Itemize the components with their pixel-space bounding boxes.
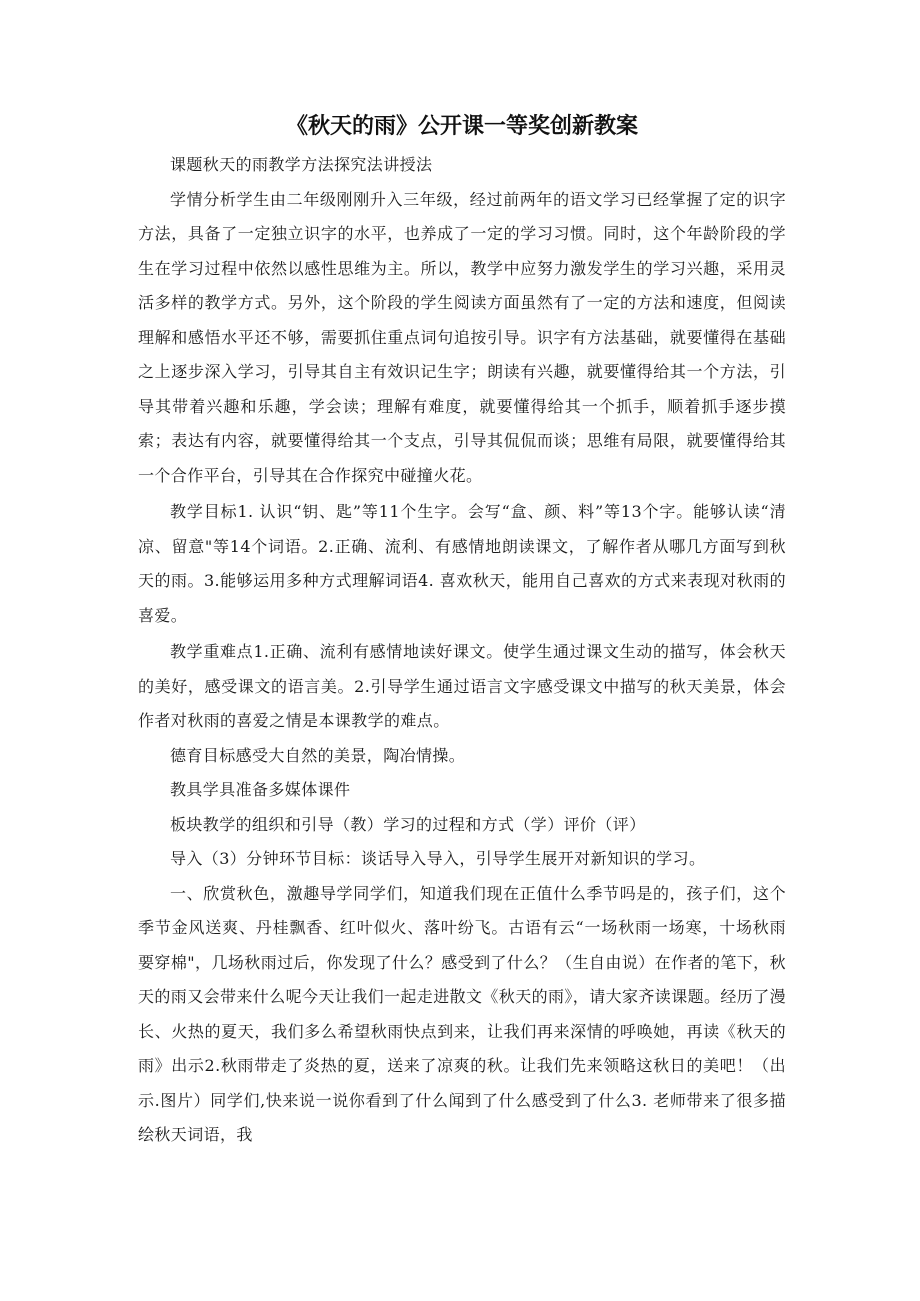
lesson-step-paragraph: 一、欣赏秋色，激趣导学同学们，知道我们现在正值什么季节吗是的，孩子们，这个季节金风送爽、丹桂飘香、红叶似火、落叶纷飞。古语有云“一场秋雨一场寒，十场秋雨要穿棉"，几场秋雨过后，你发现了什么？感受到了什么？（生自由说）在作者的笔下，秋天的雨又会带来什么呢今天让我们一起走进散文《秋天的雨》，请大家齐读课题。经历了漫长、火热的夏天，我们多么希望秋雨快点到来，让我们再来深情的呼唤她，再读《秋天的雨》出示2.秋雨带走了炎热的夏，送来了凉爽的秋。让我们先来领略这秋日的美吧！（出示.图片）同学们,快来说一说你看到了什么闻到了什么感受到了什么3. 老师带来了很多描绘秋天词语，我 <box>138 883 787 1144</box>
introduction-paragraph: 导入（3）分钟环节目标：谈话导入导入，引导学生展开对新知识的学习。 <box>170 849 706 868</box>
course-info-paragraph: 课题秋天的雨教学方法探究法讲授法 <box>170 155 433 174</box>
moral-goals-paragraph: 德育目标感受大自然的美景，陶冶情操。 <box>170 745 466 765</box>
key-difficulties-paragraph: 教学重难点1.正确、流利有感情地读好课文。使学生通过课文生动的描写，体会秋天的美好，感受课文的语言美。2.引导学生通过语言文字感受课文中描写的秋天美景，体会作者对秋雨的喜爱之情是本课教学的难点。 <box>138 642 786 730</box>
document-page <box>138 108 786 1153</box>
student-analysis-paragraph: 学情分析学生由二年级刚刚升入三年级，经过前两年的语文学习已经掌握了定的识字方法，具备了一定独立识字的水平，也养成了一定的学习习惯。同时，这个年龄阶段的学生在学习过程中依然以感性思维为主。所以，教学中应努力激发学生的学习兴趣，采用灵活多样的教学方式。另外，这个阶段的学生阅读方面虽然有了一定的方法和速度，但阅读理解和感悟水平还不够，需要抓住重点词句追按引导。识字有方法基础，就要懂得在基础之上逐步深入学习，引导其自主有效识记生字；朗读有兴趣，就要懂得给其一个方法，引导其带着兴趣和乐趣，学会读；理解有难度，就要懂得给其一个抓手，顺着抓手逐步摸索；表达有内容，就要懂得给其一个支点，引导其侃侃而谈；思维有局限，就要懂得给其一个合作平台，引导其在合作探究中碰撞火花。 <box>138 189 786 485</box>
document-title: 《秋天的雨》公开课一等奖创新教案 <box>285 114 638 139</box>
teaching-aids-paragraph: 教具学具准备多媒体课件 <box>170 780 351 799</box>
section-header-paragraph: 板块教学的组织和引导（教）学习的过程和方式（学）评价（评） <box>170 814 646 834</box>
teaching-goals-paragraph: 教学目标1. 认识“钥、匙”等11个生字。会写“盒、颜、料”等13个字。能够认读“清凉、留意"等14个词语。2.正确、流利、有感情地朗读课文，了解作者从哪几方面写到秋天的雨。3.能够运用多种方式理解词语4. 喜欢秋天，能用自己喜欢的方式来表现对秋雨的喜爱。 <box>138 502 786 625</box>
